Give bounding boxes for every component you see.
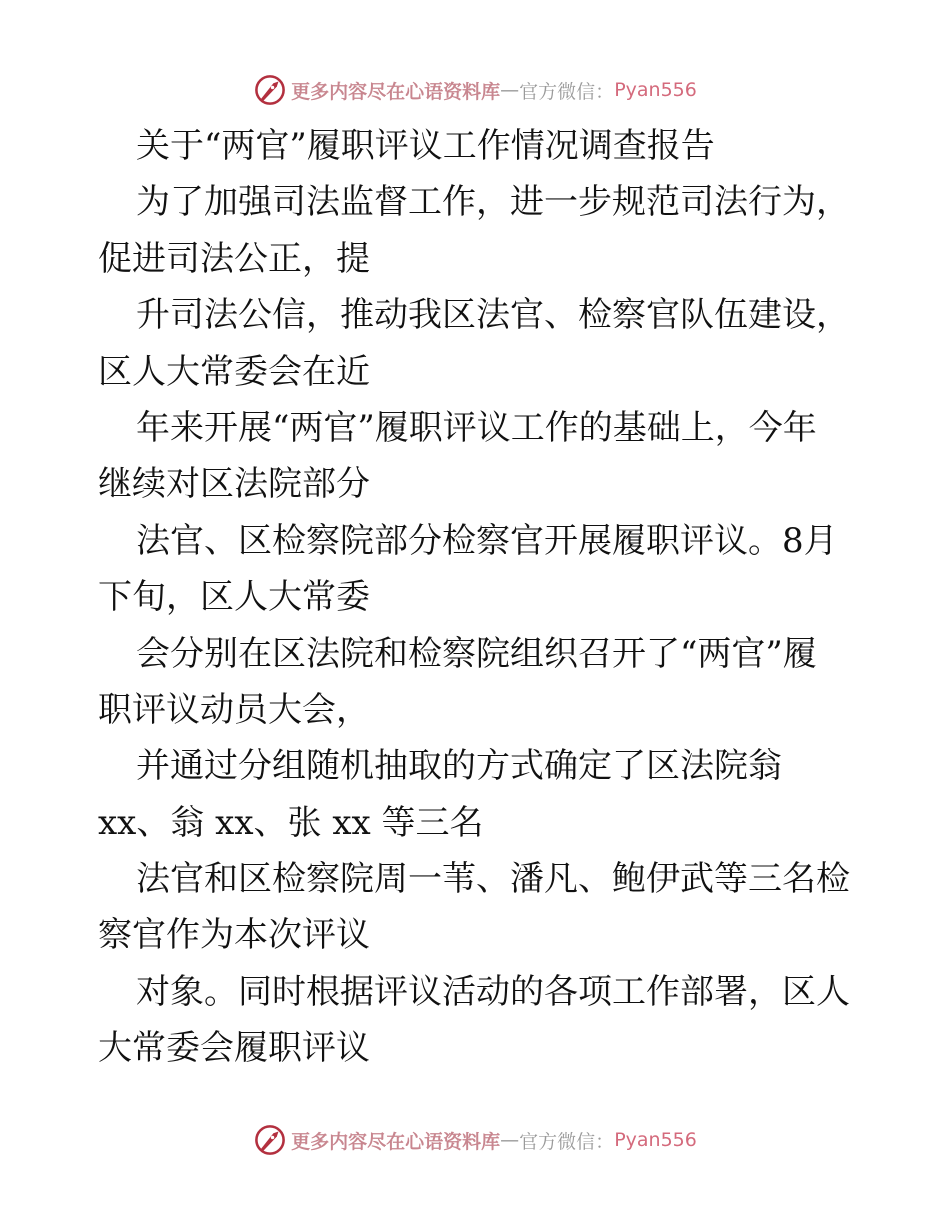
banner-dash: — xyxy=(500,1129,520,1151)
paragraph-line: 察官作为本次评议 xyxy=(98,915,370,956)
banner-wechat-id: Pyan556 xyxy=(614,79,697,101)
pen-nib-circle-icon xyxy=(253,73,287,107)
footer-watermark-banner xyxy=(0,1120,950,1160)
banner-official-label: 官方微信： xyxy=(519,1130,615,1153)
paragraph-line: 大常委会履职评议 xyxy=(98,1028,370,1069)
banner-site-text: 更多内容尽在心语资料库 xyxy=(291,1130,501,1153)
paragraph-line: xx、翁 xx、张 xx 等三名 xyxy=(98,802,484,843)
pen-nib-circle-icon xyxy=(253,1123,287,1157)
paragraph-line: 为了加强司法监督工作，进一步规范司法行为， xyxy=(136,182,850,223)
document-body xyxy=(98,118,858,1077)
banner-dash: — xyxy=(500,79,520,101)
document-title: 关于“两官”履职评议工作情况调查报告 xyxy=(136,126,715,166)
paragraph-line: 并通过分组随机抽取的方式确定了区法院翁 xyxy=(136,746,782,787)
paragraph-line: 年来开展“两官”履职评议工作的基础上，今年 xyxy=(136,407,817,448)
paragraph-line: 法官和区检察院周一苇、潘凡、鲍伊武等三名检 xyxy=(136,859,850,900)
banner-wechat-id: Pyan556 xyxy=(614,1129,697,1151)
paragraph-line: 升司法公信，推动我区法官、检察官队伍建设， xyxy=(136,295,850,336)
paragraph-line: 职评议动员大会， xyxy=(98,689,370,730)
paragraph-line: 区人大常委会在近 xyxy=(98,351,370,392)
paragraph-line: 法官、区检察院部分检察官开展履职评议。8月 xyxy=(136,520,838,561)
header-watermark-banner xyxy=(0,70,950,110)
paragraph-line: 下旬，区人大常委 xyxy=(98,577,370,618)
paragraph-line: 会分别在区法院和检察院组织召开了“两官”履 xyxy=(136,633,817,674)
paragraph-line: 继续对区法院部分 xyxy=(98,464,370,505)
banner-official-label: 官方微信： xyxy=(519,80,615,103)
paragraph-line: 对象。同时根据评议活动的各项工作部署，区人 xyxy=(136,971,850,1012)
paragraph-line: 促进司法公正，提 xyxy=(98,238,370,279)
banner-site-text: 更多内容尽在心语资料库 xyxy=(291,80,501,103)
